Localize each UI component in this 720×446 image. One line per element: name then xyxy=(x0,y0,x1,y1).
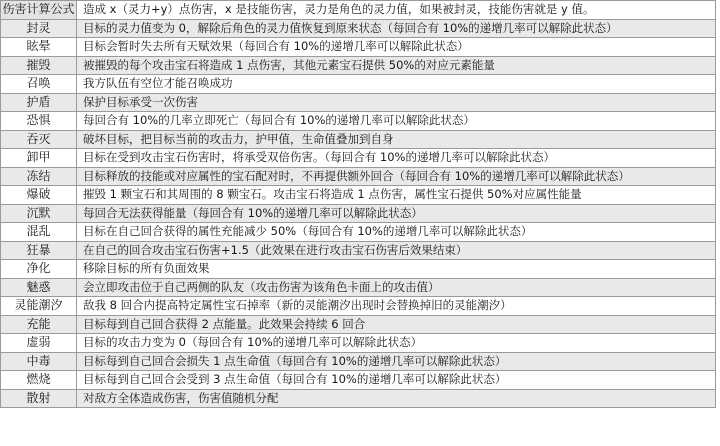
effect-description-cell: 我方队伍有空位才能召唤成功 xyxy=(77,75,716,94)
effect-name-cell: 卸甲 xyxy=(1,149,77,168)
effect-description-cell: 对敌方全体造成伤害，伤害值随机分配 xyxy=(77,389,716,408)
table-row xyxy=(1,297,716,316)
effect-description-cell: 目标每到自己回合获得 2 点能量。此效果会持续 6 回合 xyxy=(77,315,716,334)
table-row xyxy=(1,389,716,408)
effect-description-cell: 破坏目标，把目标当前的攻击力，护甲值，生命值叠加到自身 xyxy=(77,130,716,149)
effect-name-cell: 混乱 xyxy=(1,223,77,242)
table-row xyxy=(1,130,716,149)
effect-name-cell: 召唤 xyxy=(1,75,77,94)
effect-description-cell: 被摧毁的每个攻击宝石将造成 1 点伤害，其他元素宝石提供 50%的对应元素能量 xyxy=(77,56,716,75)
effect-name-cell: 散射 xyxy=(1,389,77,408)
table-row xyxy=(1,19,716,38)
effect-name-cell: 狂暴 xyxy=(1,241,77,260)
table-row xyxy=(1,38,716,57)
table-row xyxy=(1,112,716,131)
effect-description-cell: 保护目标承受一次伤害 xyxy=(77,93,716,112)
effect-description-cell: 造成 x（灵力+y）点伤害，x 是技能伤害，灵力是角色的灵力值，如果被封灵，技能伤害就是 y 值。 xyxy=(77,1,716,20)
table-row xyxy=(1,223,716,242)
table-row xyxy=(1,93,716,112)
table-row xyxy=(1,241,716,260)
effect-name-cell: 伤害计算公式 xyxy=(1,1,77,20)
effect-name-cell: 灵能潮汐 xyxy=(1,297,77,316)
effect-name-cell: 虚弱 xyxy=(1,334,77,353)
effect-name-cell: 中毒 xyxy=(1,352,77,371)
effect-description-cell: 摧毁 1 颗宝石和其周围的 8 颗宝石。攻击宝石将造成 1 点伤害，属性宝石提供 50%对应属性能量 xyxy=(77,186,716,205)
effect-name-cell: 沉默 xyxy=(1,204,77,223)
effect-description-cell: 在自己的回合攻击宝石伤害+1.5（此效果在进行攻击宝石伤害后效果结束） xyxy=(77,241,716,260)
table-row xyxy=(1,278,716,297)
effect-name-cell: 魅惑 xyxy=(1,278,77,297)
table-row xyxy=(1,371,716,390)
effect-description-cell: 每回合无法获得能量（每回合有 10%的递增几率可以解除此状态） xyxy=(77,204,716,223)
effect-name-cell: 净化 xyxy=(1,260,77,279)
effect-description-cell: 移除目标的所有负面效果 xyxy=(77,260,716,279)
effect-name-cell: 充能 xyxy=(1,315,77,334)
effect-name-cell: 封灵 xyxy=(1,19,77,38)
effect-name-cell: 眩晕 xyxy=(1,38,77,57)
table-row xyxy=(1,186,716,205)
effect-name-cell: 冻结 xyxy=(1,167,77,186)
effect-description-cell: 目标的灵力值变为 0，解除后角色的灵力值恢复到原来状态（每回合有 10%的递增几率可以解除此状态） xyxy=(77,19,716,38)
table-row xyxy=(1,56,716,75)
effect-name-cell: 护盾 xyxy=(1,93,77,112)
effect-description-cell: 目标在自己回合获得的属性充能减少 50%（每回合有 10%的递增几率可以解除此状态） xyxy=(77,223,716,242)
effect-name-cell: 吞灭 xyxy=(1,130,77,149)
table-row xyxy=(1,352,716,371)
effect-description-cell: 目标每到自己回合会受到 3 点生命值（每回合有 10%的递增几率可以解除此状态） xyxy=(77,371,716,390)
effect-name-cell: 恐惧 xyxy=(1,112,77,131)
effect-description-cell: 目标在受到攻击宝石伤害时，将承受双倍伤害。（每回合有 10%的递增几率可以解除此状态） xyxy=(77,149,716,168)
table-row xyxy=(1,149,716,168)
effect-description-cell: 目标的攻击力变为 0（每回合有 10%的递增几率可以解除此状态） xyxy=(77,334,716,353)
table-body xyxy=(1,1,716,408)
effect-description-cell: 目标释放的技能或对应属性的宝石配对时，不再提供额外回合（每回合有 10%的递增几率可以解除此状态） xyxy=(77,167,716,186)
effect-name-cell: 爆破 xyxy=(1,186,77,205)
effect-description-cell: 目标每到自己回合会损失 1 点生命值（每回合有 10%的递增几率可以解除此状态） xyxy=(77,352,716,371)
effect-name-cell: 摧毁 xyxy=(1,56,77,75)
table-row xyxy=(1,315,716,334)
table-row xyxy=(1,334,716,353)
table-row xyxy=(1,1,716,20)
table-row xyxy=(1,204,716,223)
table-row xyxy=(1,167,716,186)
effect-name-cell: 燃烧 xyxy=(1,371,77,390)
effect-description-cell: 敌我 8 回合内提高特定属性宝石掉率（新的灵能潮汐出现时会替换掉旧的灵能潮汐） xyxy=(77,297,716,316)
effect-description-cell: 会立即攻击位于自己两侧的队友（攻击伤害为该角色卡面上的攻击值） xyxy=(77,278,716,297)
table-row xyxy=(1,260,716,279)
table-row xyxy=(1,75,716,94)
effect-description-cell: 每回合有 10%的几率立即死亡（每回合有 10%的递增几率可以解除此状态） xyxy=(77,112,716,131)
effect-description-cell: 目标会暂时失去所有天赋效果（每回合有 10%的递增几率可以解除此状态） xyxy=(77,38,716,57)
